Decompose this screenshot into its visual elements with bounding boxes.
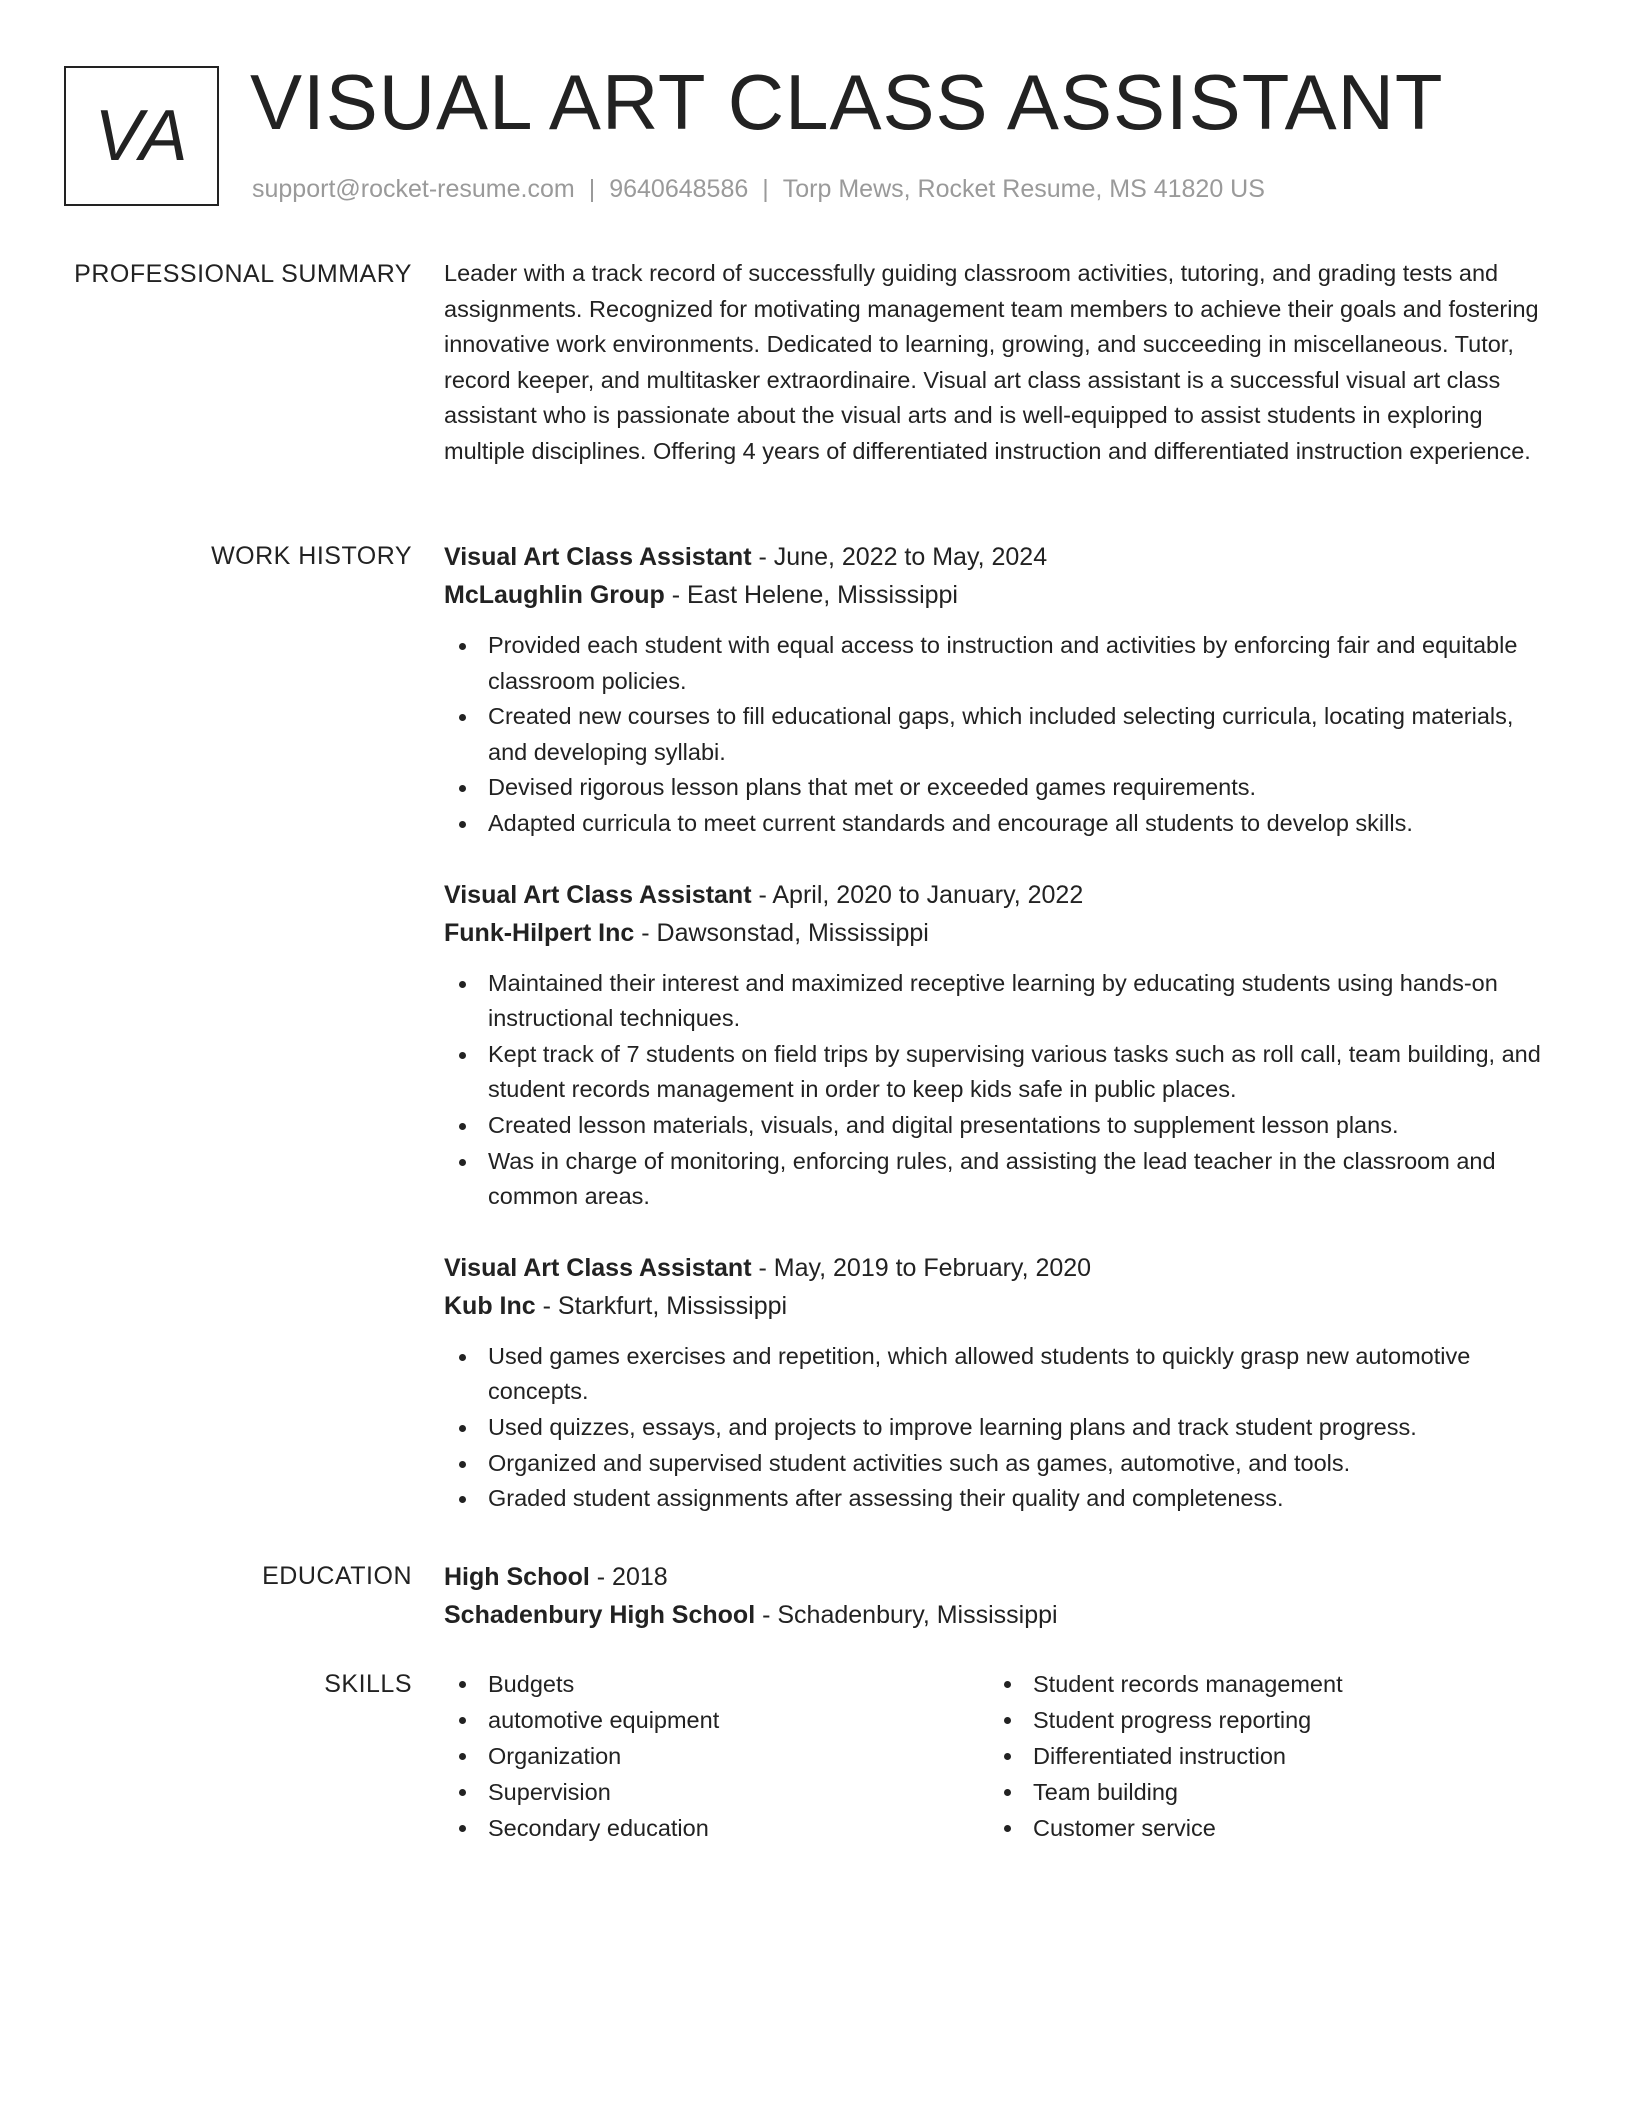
job-title-line xyxy=(444,876,1554,914)
skill-item: Supervision xyxy=(444,1774,989,1810)
job-location: - Starkfurt, Mississippi xyxy=(535,1291,788,1320)
skill-item: Budgets xyxy=(444,1666,989,1702)
list-item: Used quizzes, essays, and projects to improve learning plans and track student progress. xyxy=(444,1410,1554,1446)
job-bullets xyxy=(444,1339,1554,1517)
education-year: - 2018 xyxy=(589,1563,668,1591)
job-dates: - April, 2020 to January, 2022 xyxy=(751,880,1084,909)
skill-item: Secondary education xyxy=(444,1810,989,1846)
job-dates: - June, 2022 to May, 2024 xyxy=(751,543,1048,571)
contact-line xyxy=(252,174,1265,204)
skill-item: Student progress reporting xyxy=(989,1702,1534,1738)
job-bullets xyxy=(444,628,1554,842)
education-school-line xyxy=(444,1596,1554,1634)
section-heading: SKILLS xyxy=(324,1670,412,1698)
monogram-box xyxy=(64,66,219,206)
job-entry xyxy=(444,876,1554,1215)
job-title: Visual Art Class Assistant xyxy=(444,543,752,571)
skill-item: Differentiated instruction xyxy=(989,1738,1534,1774)
skills-columns xyxy=(444,1666,1554,1846)
education-degree: High School xyxy=(444,1563,590,1591)
job-title-line xyxy=(444,538,1554,576)
list-item: Created new courses to fill educational gaps, which included selecting curricula, locating materials, and developing syllabi. xyxy=(444,699,1554,770)
list-item: Provided each student with equal access to instruction and activities by enforcing fair and equitable classroom policies. xyxy=(444,628,1554,699)
candidate-name: VISUAL ART CLASS ASSISTANT xyxy=(250,58,1444,146)
job-entry xyxy=(444,1249,1554,1517)
job-title: Visual Art Class Assistant xyxy=(444,1253,752,1282)
education-degree-line xyxy=(444,1558,1554,1596)
contact-phone[interactable]: 9640648586 xyxy=(609,175,749,203)
job-location: - Dawsonstad, Mississippi xyxy=(634,918,929,947)
list-item: Adapted curricula to meet current standards and encourage all students to develop skills. xyxy=(444,806,1554,842)
section-heading: PROFESSIONAL SUMMARY xyxy=(74,260,412,288)
education-school: Schadenbury High School xyxy=(444,1601,756,1629)
job-title: Visual Art Class Assistant xyxy=(444,880,752,909)
job-bullets xyxy=(444,966,1554,1215)
list-item: Was in charge of monitoring, enforcing rules, and assisting the lead teacher in the classroom and common areas. xyxy=(444,1144,1554,1215)
list-item: Maintained their interest and maximized receptive learning by educating students using hands-on instructional techniques. xyxy=(444,966,1554,1037)
job-company: Kub Inc xyxy=(444,1291,536,1320)
monogram-initials: VA xyxy=(94,96,189,176)
section-heading: WORK HISTORY xyxy=(211,542,412,570)
skills-list-left xyxy=(444,1666,989,1846)
summary-text: Leader with a track record of successfully guiding classroom activities, tutoring, and grading tests and assignments. Recognized for motivating management team members to achieve their goals and fostering innovative work environments. Dedicated to learning, growing, and succeeding in miscellaneous. Tutor, record keeper, and multitasker extraordinaire. Visual art class assistant is a successful visual art class assistant who is passionate about the visual arts and is well-equipped to assist students in exploring multiple disciplines. Offering 4 years of differentiated instruction and differentiated instruction experience. xyxy=(444,260,1539,464)
skill-item: Organization xyxy=(444,1738,989,1774)
list-item: Organized and supervised student activities such as games, automotive, and tools. xyxy=(444,1446,1554,1482)
list-item: Devised rigorous lesson plans that met or exceeded games requirements. xyxy=(444,770,1554,806)
skills-list-right xyxy=(989,1666,1534,1846)
list-item: Created lesson materials, visuals, and digital presentations to supplement lesson plans. xyxy=(444,1108,1554,1144)
skill-item: Team building xyxy=(989,1774,1534,1810)
skill-item: Customer service xyxy=(989,1810,1534,1846)
job-entry xyxy=(444,538,1554,842)
job-company: Funk-Hilpert Inc xyxy=(444,918,635,947)
job-location: - East Helene, Mississippi xyxy=(664,581,958,609)
job-list xyxy=(444,538,1554,1551)
list-item: Kept track of 7 students on field trips by supervising various tasks such as roll call, team building, and student records management in order to keep kids safe in public places. xyxy=(444,1037,1554,1108)
contact-separator: | xyxy=(762,175,769,203)
job-company-line xyxy=(444,914,1554,952)
contact-email[interactable]: support@rocket-resume.com xyxy=(252,175,575,203)
job-dates: - May, 2019 to February, 2020 xyxy=(751,1253,1092,1282)
job-title-line xyxy=(444,1249,1554,1287)
list-item: Graded student assignments after assessing their quality and completeness. xyxy=(444,1481,1554,1517)
job-company-line xyxy=(444,576,1554,614)
list-item: Used games exercises and repetition, which allowed students to quickly grasp new automotive concepts. xyxy=(444,1339,1554,1410)
contact-separator: | xyxy=(588,175,596,203)
education-location: - Schadenbury, Mississippi xyxy=(755,1601,1058,1629)
section-heading: EDUCATION xyxy=(262,1562,412,1590)
skill-item: Student records management xyxy=(989,1666,1534,1702)
job-company-line xyxy=(444,1287,1554,1325)
job-company: McLaughlin Group xyxy=(444,581,665,609)
contact-address: Torp Mews, Rocket Resume, MS 41820 US xyxy=(782,175,1265,203)
skill-item: automotive equipment xyxy=(444,1702,989,1738)
